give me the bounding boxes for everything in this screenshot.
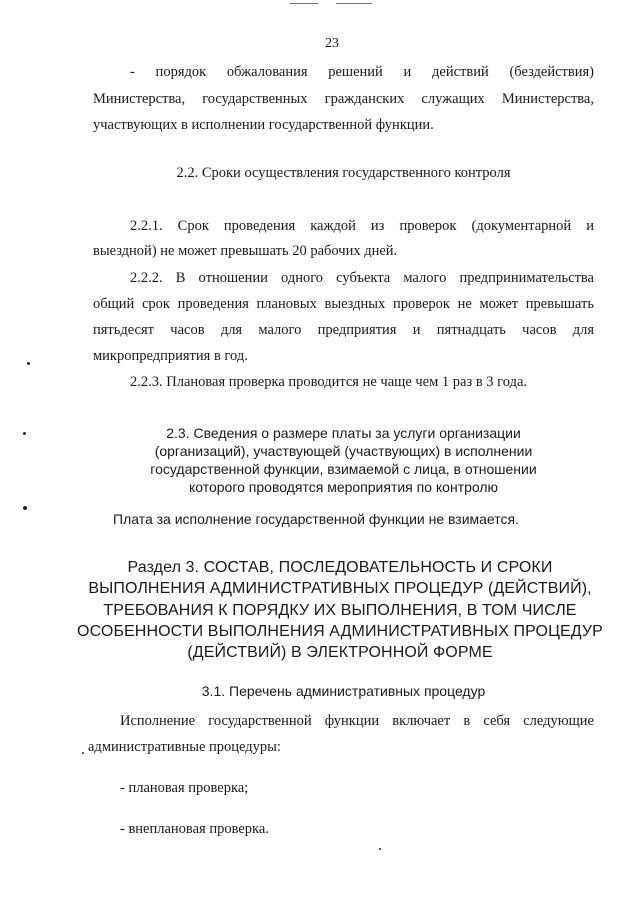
paragraph-line: общий срок проведения плановых выездных проверок не может превышать [93,296,594,312]
paragraph-line: пятьдесят часов для малого предприятия и пятнадцать часов для [93,322,594,338]
section-3-title: ТРЕБОВАНИЯ К ПОРЯДКУ ИХ ВЫПОЛНЕНИЯ, В ТОМ ЧИСЛЕ [103,602,577,619]
scan-artifact [336,3,372,4]
section-3-1-heading: 3.1. Перечень административных процедур [201,683,486,699]
section-3-title: ВЫПОЛНЕНИЯ АДМИНИСТРАТИВНЫХ ПРОЦЕДУР (ДЕЙСТВИЙ), [88,580,592,597]
paragraph-line: 2.2.1. Срок проведения каждой из проверок (документарной и [130,218,594,234]
scan-artifact [290,3,318,4]
scan-mark [23,506,27,510]
list-continuation-line: Министерства, государственных гражданских служащих Министерства, [93,91,594,107]
section-2-3-heading: (организаций), участвующей (участвующих) в исполнении [154,443,533,459]
section-2-3-text: Плата за исполнение государственной функции не взимается. [113,511,519,527]
paragraph-line: административные процедуры: [88,739,281,755]
paragraph-line: 2.2.2. В отношении одного субъекта малого предпринимательства [130,270,594,286]
list-continuation-line: - порядок обжалования решений и действий (бездействия) [130,64,594,80]
section-3-title: ОСОБЕННОСТИ ВЫПОЛНЕНИЯ АДМИНИСТРАТИВНЫХ ПРОЦЕДУР [77,623,603,640]
section-2-3-heading: 2.3. Сведения о размере платы за услуги организации [166,425,521,441]
list-item: - внеплановая проверка. [120,821,269,837]
paragraph-line: 2.2.3. Плановая проверка проводится не чаще чем 1 раз в 3 года. [130,374,528,390]
scan-mark [27,362,30,365]
list-continuation-line: участвующих в исполнении государственной функции. [93,117,434,133]
list-item: - плановая проверка; [120,780,249,796]
scan-mark [379,848,381,850]
paragraph-line: выездной) не может превышать 20 рабочих дней. [93,243,398,259]
section-3-title: (ДЕЙСТВИЙ) В ЭЛЕКТРОННОЙ ФОРМЕ [187,644,493,661]
paragraph-line: Исполнение государственной функции включает в себя следующие [120,713,594,729]
scan-mark [23,432,26,435]
paragraph-line: микропредприятия в год. [93,348,248,364]
section-2-3-heading: которого проводятся мероприятия по контролю [188,479,499,495]
scan-mark [82,752,84,754]
section-2-2-heading: 2.2. Сроки осуществления государственного контроля [176,165,511,181]
section-3-title: Раздел 3. СОСТАВ, ПОСЛЕДОВАТЕЛЬНОСТЬ И СРОКИ [127,559,553,576]
section-2-3-heading: государственной функции, взимаемой с лица, в отношении [150,461,537,477]
page-number: 23 [325,36,339,51]
